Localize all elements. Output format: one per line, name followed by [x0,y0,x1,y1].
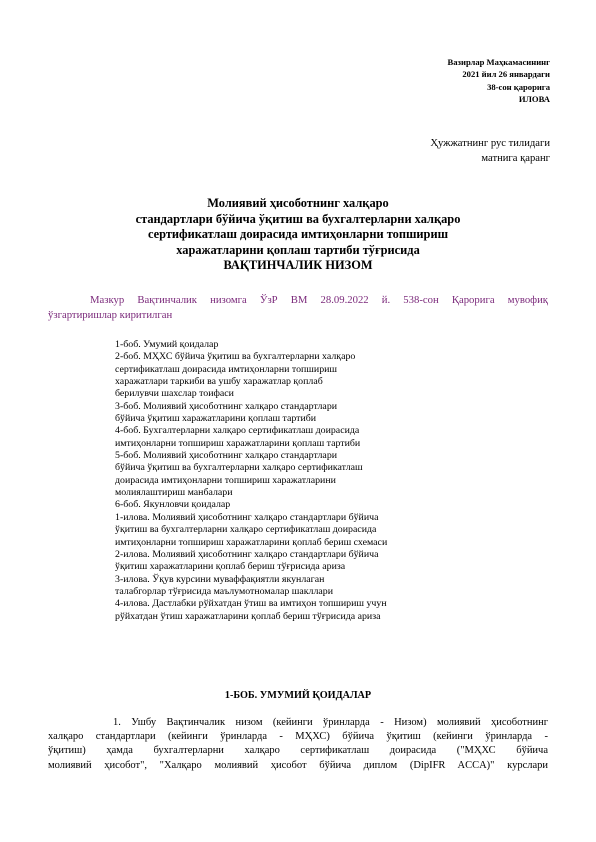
toc-item[interactable]: талабгорлар тўғрисида маълумотномалар шакллари [115,585,334,597]
toc-item[interactable]: рўйхатдан ўтиш харажатларини қоплаб бериш тўғрисида ариза [115,610,381,622]
toc-item[interactable]: бўйича ўқитиш ва бухгалтерларни халқаро сертификатлаш [115,462,363,474]
table-of-contents [115,339,387,623]
toc-item[interactable]: имтиҳонларни топшириш харажатларини қоплаш тартиби [115,437,361,449]
document-title [60,196,536,274]
approval-line: 2021 йил 26 январдаги [462,69,550,80]
paragraph-1 [48,716,548,773]
paragraph-line: халқаро стандартлари (кейинги ўринларда - МҲХС) бўйича ўқитиш (кейинги ўринларда - [48,731,548,743]
approval-line: Вазирлар Маҳкамасининг [447,57,550,67]
chapter-heading: 1-БОБ. УМУМИЙ ҚОИДАЛАР [224,690,372,701]
paragraph-line: молиявий ҳисобот", "Халқаро молиявий ҳисобот бўйича диплом (DipIFR ACCA)" курслари [48,759,548,771]
toc-item[interactable]: имтиҳонларни топшириш харажатларини қоплаб бериш схемаси [115,536,388,548]
approval-line: 38-сон қарорига [487,81,550,92]
toc-item[interactable]: 2-илова. Молиявий ҳисоботнинг халқаро стандартлари бўйича [115,548,379,560]
paragraph-line: 1. Ушбу Вақтинчалик низом (кейинги ўринларда - Низом) молиявий ҳисоботнинг [113,717,548,728]
approval-stamp [448,56,550,105]
toc-item[interactable]: 2-боб. МҲХС бўйича ўқитиш ва бухгалтерларни халқаро [115,351,356,363]
toc-item[interactable]: 4-боб. Бухгалтерларни халқаро сертификатлаш доирасида [115,425,360,437]
see-russian-text-link[interactable] [430,136,550,166]
title-line: Молиявий ҳисоботнинг халқаро [207,196,389,210]
title-line: ВАҚТИНЧАЛИК НИЗОМ [223,258,373,273]
toc-item[interactable]: берилувчи шахслар тоифаси [115,388,234,400]
approval-line: ИЛОВА [518,93,550,104]
toc-item[interactable]: 5-боб. Молиявий ҳисоботнинг халқаро стандартлари [115,450,338,462]
toc-item[interactable]: бўйича ўқитиш харажатларини қоплаш тартиби [115,413,317,425]
toc-item[interactable]: сертификатлаш доирасида имтиҳонларни топшириш [115,363,338,375]
toc-item[interactable]: 6-боб. Якунловчи қоидалар [115,499,231,511]
toc-item[interactable]: 4-илова. Дастлабки рўйхатдан ўтиш ва имтиҳон топшириш учун [115,598,387,610]
toc-item[interactable]: 3-боб. Молиявий ҳисоботнинг халқаро стандартлари [115,400,338,412]
amendment-note-link-cont[interactable]: ўзгартиришлар киритилган [48,309,173,321]
paragraph-line: ўқитиш) ҳамда бухгалтерларни халқаро сертификатлаш доирасида ("МҲХС бўйича [48,745,548,757]
title-line: стандартлари бўйича ўқитиш ва бухгалтерларни халқаро [135,211,461,226]
toc-item[interactable]: ўқитиш харажатларини қоплаб бериш тўғрисида ариза [115,561,346,573]
see-text-line: Ҳужжатнинг рус тилидаги [430,138,550,149]
title-line: сертификатлаш доирасида имтиҳонларни топшириш [147,227,449,242]
toc-item[interactable]: ўқитиш ва бухгалтерларни халқаро сертификатлаш доирасида [115,524,377,536]
title-line: харажатларини қоплаш тартиби тўғрисида [176,242,420,257]
toc-item[interactable]: 1-илова. Молиявий ҳисоботнинг халқаро стандартлари бўйича [115,511,379,523]
toc-item[interactable]: 3-илова. Ўқув курсини муваффақиятли якунлаган [115,573,325,585]
toc-item[interactable]: 1-боб. Умумий қоидалар [115,339,219,350]
toc-item[interactable]: молиялаштириш манбалари [115,487,233,499]
see-text-line: матнига қаранг [481,153,550,164]
toc-item[interactable]: доирасида имтиҳонларни топшириш харажатларини [115,474,336,486]
toc-item[interactable]: харажатлари таркиби ва ушбу харажатлар қоплаб [115,376,323,388]
amendment-note-link[interactable]: Мазкур Вақтинчалик низомга ЎзР ВМ 28.09.2022 й. 538-сон Қарорига мувофиқ [90,294,548,306]
